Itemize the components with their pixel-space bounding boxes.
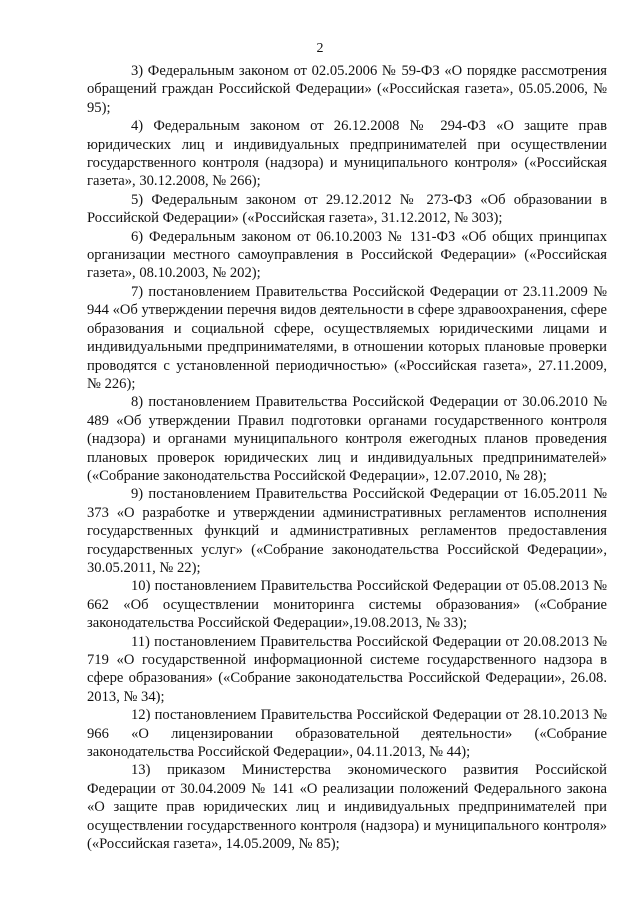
list-item-8: 8) постановлением Правительства Российской Федерации от 30.06.2010 № 489 «Об утверждении Правил подготовки органами государственного контроля (надзора) и органами муниципального контроля ежегодных планов проведения плановых проверок юридических лиц и индивидуальных предпринимателей» («Собрание законодательства Российской Федерации», 12.07.2010, № 28); — [87, 394, 607, 484]
list-item-4: 4) Федеральным законом от 26.12.2008 № 294-ФЗ «О защите прав юридических лиц и индивидуальных предпринимателей при осуществлении государственного контроля (надзора) и муниципального контроля» («Российская газета», 30.12.2008, № 266); — [87, 118, 607, 190]
list-item-9: 9) постановлением Правительства Российской Федерации от 16.05.2011 № 373 «О разработке и утверждении административных регламентов исполнения государственных функций и административных регламентов предоставления государственных услуг» («Собрание законодательства Российской Федерации», 30.05.2011, № 22); — [87, 486, 607, 576]
list-item-7: 7) постановлением Правительства Российской Федерации от 23.11.2009 № 944 «Об утверждении перечня видов деятельности в сфере здравоохранения, сфере образования и социальной сфере, осуществляемых юридическими лицами и индивидуальными предпринимателями, в отношении которых плановые проверки проводятся с установленной периодичностью» («Российская газета», 27.11.2009, № 226); — [87, 283, 607, 392]
list-item-11: 11) постановлением Правительства Российской Федерации от 20.08.2013 № 719 «О государственной информационной системе государственного надзора в сфере образования» («Собрание законодательства Российской Федерации», 26.08. 2013, № 34); — [87, 633, 607, 705]
list-item-6: 6) Федеральным законом от 06.10.2003 № 131-ФЗ «Об общих принципах организации местного самоуправления в Российской Федерации» («Российская газета», 08.10.2003, № 202); — [87, 228, 607, 282]
list-item-10: 10) постановлением Правительства Российской Федерации от 05.08.2013 № 662 «Об осуществлении мониторинга системы образования» («Собрание законодательства Российской Федерации»,19.08.2013, № 33); — [87, 578, 607, 632]
list-item-13: 13) приказом Министерства экономического развития Российской Федерации от 30.04.2009 № 141 «О реализации положений Федерального закона «О защите прав юридических лиц и индивидуальных предпринимателей при осуществлении государственного контроля (надзора) и муниципального контроля» («Российская газета», 14.05.2009, № 85); — [87, 762, 607, 853]
list-item-3: 3) Федеральным законом от 02.05.2006 № 59-ФЗ «О порядке рассмотрения обращений граждан Российской Федерации» («Российская газета», 05.05.2006, № 95); — [87, 63, 607, 116]
page-number: 2 — [316, 41, 324, 56]
list-item-5: 5) Федеральным законом от 29.12.2012 № 273-ФЗ «Об образовании в Российской Федерации» («Российская газета», 31.12.2012, № 303); — [87, 191, 607, 227]
list-item-12: 12) постановлением Правительства Российской Федерации от 28.10.2013 № 966 «О лицензировании образовательной деятельности» («Собрание законодательства Российской Федерации», 04.11.2013, № 44); — [87, 707, 607, 761]
legal-basis-list — [87, 62, 607, 853]
